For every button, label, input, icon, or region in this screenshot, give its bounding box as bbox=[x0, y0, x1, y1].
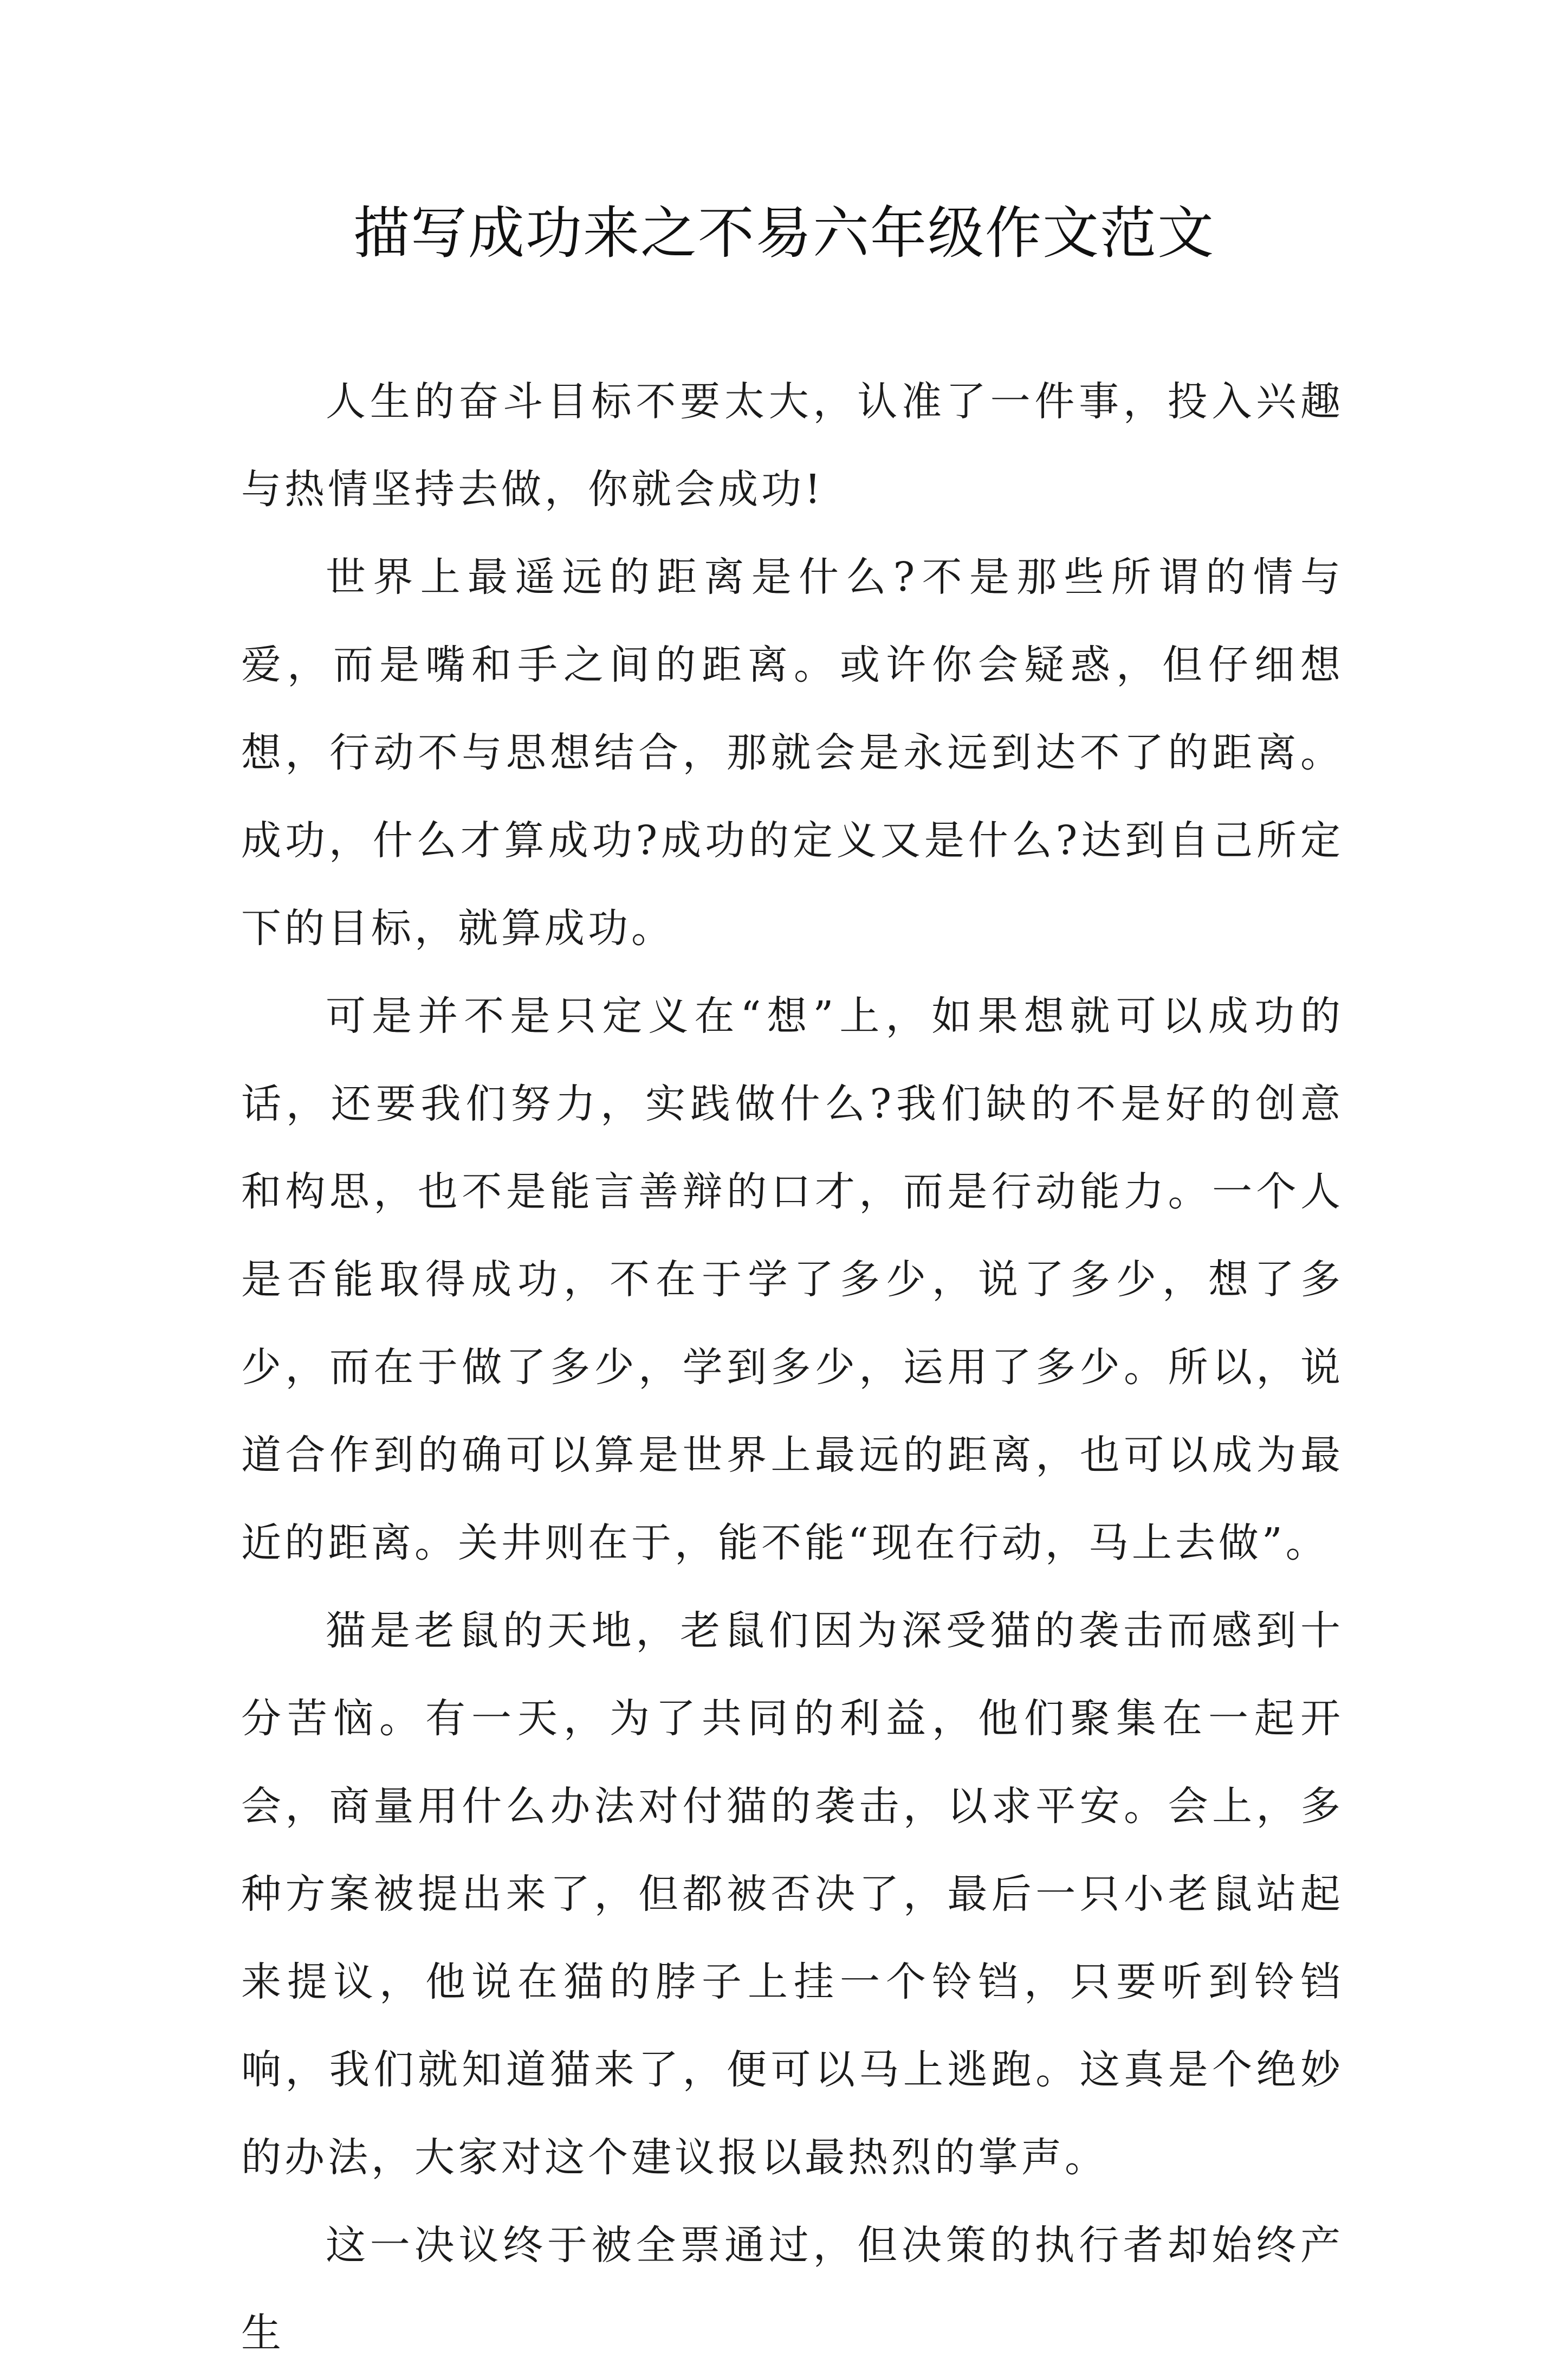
document-title: 描写成功来之不易六年级作文范文 bbox=[353, 200, 1215, 266]
paragraph: 人生的奋斗目标不要太大，认准了一件事，投入兴趣与热情坚持去做，你就会成功! bbox=[241, 378, 1344, 513]
paragraph: 这一决议终于被全票通过，但决策的执行者却始终产生 bbox=[241, 2222, 1344, 2356]
paragraph: 猫是老鼠的天地，老鼠们因为深受猫的袭击而感到十分苦恼。有一天，为了共同的利益，他们聚集在一起开会，商量用什么办法对付猫的袭击，以求平安。会上，多种方案被提出来了，但都被否决了，最后一只小老鼠站起来提议，他说在猫的脖子上挂一个铃铛，只要听到铃铛响，我们就知道猫来了，便可以马上逃跑。这真是个绝妙的办法，大家对这个建议报以最热烈的掌声。 bbox=[241, 1607, 1344, 2181]
document-body bbox=[241, 358, 1344, 2377]
paragraph: 世界上最遥远的距离是什么?不是那些所谓的情与爱，而是嘴和手之间的距离。或许你会疑惑，但仔细想想，行动不与思想结合，那就会是永远到达不了的距离。成功，什么才算成功?成功的定义又是什么?达到自己所定下的目标，就算成功。 bbox=[241, 554, 1344, 952]
paragraph: 可是并不是只定义在“想”上，如果想就可以成功的话，还要我们努力，实践做什么?我们缺的不是好的创意和构思，也不是能言善辩的口才，而是行动能力。一个人是否能取得成功，不在于学了多少，说了多少，想了多少，而在于做了多少，学到多少，运用了多少。所以，说道合作到的确可以算是世界上最远的距离，也可以成为最近的距离。关井则在于，能不能“现在行动，马上去做”。 bbox=[241, 993, 1344, 1566]
